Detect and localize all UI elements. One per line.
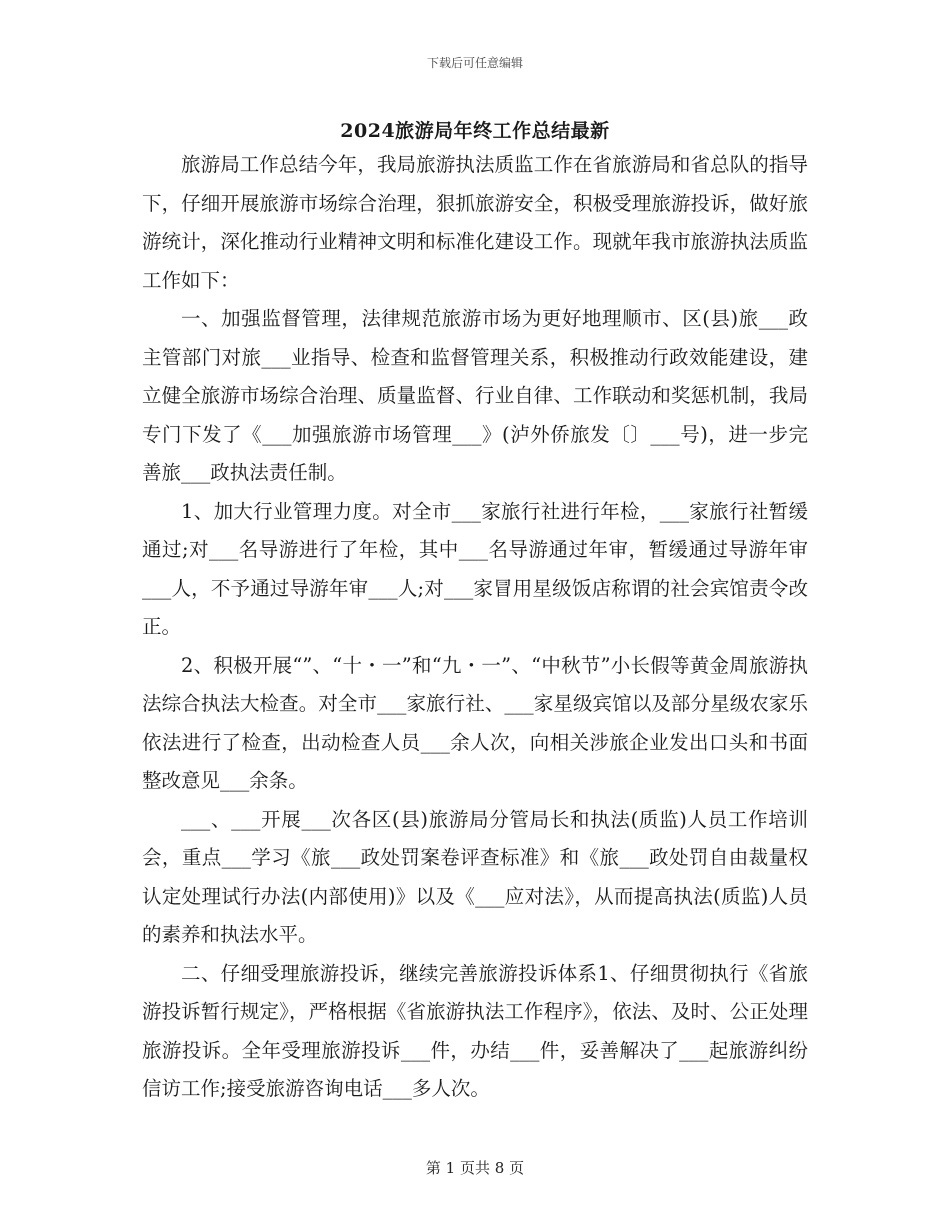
paragraph: 1、加大行业管理力度。对全市___家旅行社进行年检，___家旅行社暂缓通过;对___名导游进行了年检，其中___名导游通过年审，暂缓通过导游年审___人，不予通过导游年审___人;对___家冒用星级饭店称谓的社会宾馆责令改正。 xyxy=(142,499,808,638)
page-indicator: 第 1 页共 8 页 xyxy=(425,1159,525,1177)
header-note: 下载后可任意编辑 xyxy=(426,56,523,70)
paragraph: ___、___开展___次各区(县)旅游局分管局长和执法(质监)人员工作培训会，重点___学习《旅___政处罚案卷评查标准》和《旅___政处罚自由裁量权认定处理试行办法(内部使用)》以及《___应对法》，从而提高执法(质监)人员的素养和执法水平。 xyxy=(142,807,808,946)
paragraph: 一、加强监督管理，法律规范旅游市场为更好地理顺市、区(县)旅___政主管部门对旅___业指导、检查和监督管理关系，积极推动行政效能建设，建立健全旅游市场综合治理、质量监督、行业自律、工作联动和奖惩机制，我局专门下发了《___加强旅游市场管理___》(泸外侨旅发〔〕___号)，进一步完善旅___政执法责任制。 xyxy=(142,307,808,484)
paragraph: 旅游局工作总结今年，我局旅游执法质监工作在省旅游局和省总队的指导下，仔细开展旅游市场综合治理，狠抓旅游安全，积极受理旅游投诉，做好旅游统计，深化推动行业精神文明和标准化建设工作。现就年我市旅游执法质监工作如下： xyxy=(142,153,808,292)
document-title: 2024旅游局年终工作总结最新 xyxy=(340,120,610,142)
paragraph: 2、积极开展“”、“十・一”和“九・一”、“中秋节”小长假等黄金周旅游执法综合执法大检查。对全市___家旅行社、___家星级宾馆以及部分星级农家乐依法进行了检查，出动检查人员___余人次，向相关涉旅企业发出口头和书面整改意见___余条。 xyxy=(142,653,808,792)
document-body xyxy=(142,146,808,1109)
paragraph: 二、仔细受理旅游投诉，继续完善旅游投诉体系1、仔细贯彻执行《省旅游投诉暂行规定》，严格根据《省旅游执法工作程序》，依法、及时、公正处理旅游投诉。全年受理旅游投诉___件，办结___件，妥善解决了___起旅游纠纷信访工作;接受旅游咨询电话___多人次。 xyxy=(142,961,808,1100)
